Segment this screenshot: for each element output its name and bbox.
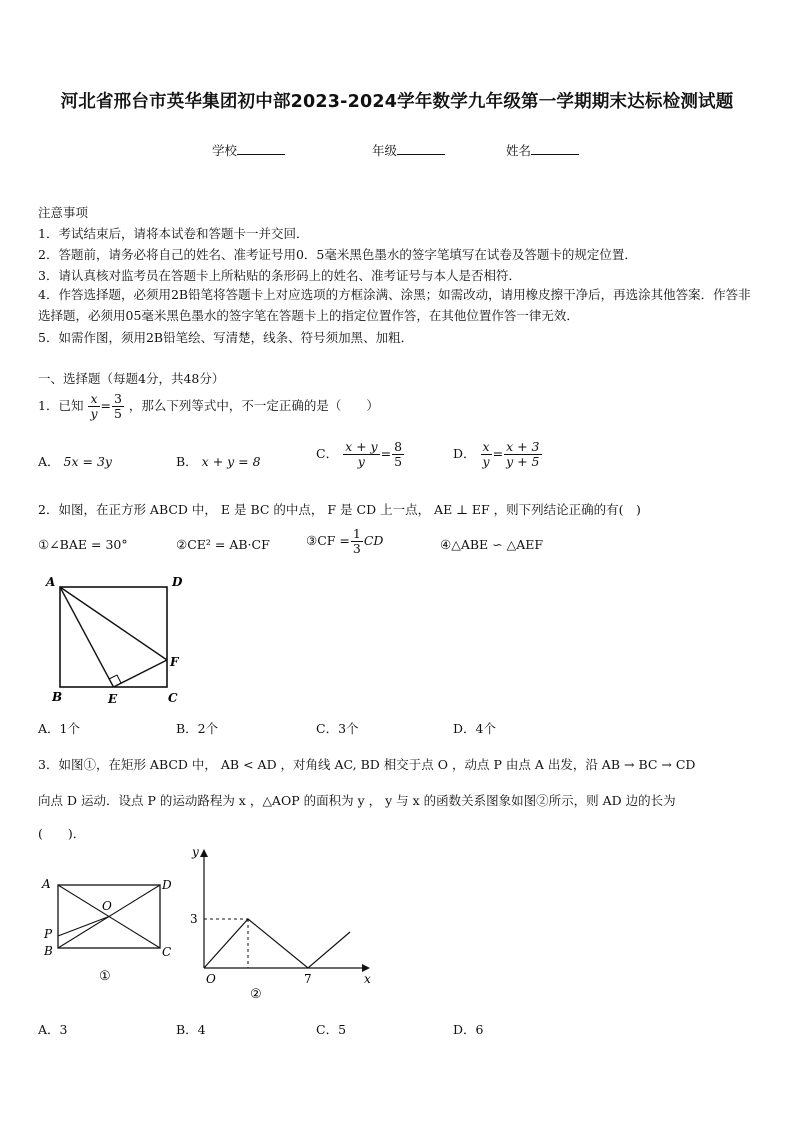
q2-option-a[interactable]: A．1个 bbox=[38, 721, 80, 736]
q2-conclusion-3: ③CF = $\frac{1}{3}$ CD bbox=[306, 526, 384, 556]
label-c: C bbox=[168, 691, 178, 705]
note-item-1: 1．考试结束后，请将本试卷和答题卡一并交回． bbox=[38, 226, 309, 241]
q1-suffix: ，那么下列等式中，不一定正确的是（ ） bbox=[128, 398, 379, 413]
label-d: D bbox=[162, 878, 172, 892]
q1-prefix: 1．已知 bbox=[38, 398, 84, 413]
q2-option-b[interactable]: B．2个 bbox=[176, 721, 219, 736]
x-axis-label: x bbox=[364, 972, 371, 986]
label-a: A bbox=[42, 877, 51, 891]
figure-1-caption: ① bbox=[99, 969, 111, 984]
segment-af bbox=[60, 587, 167, 660]
grade-field[interactable] bbox=[372, 141, 445, 159]
q1-option-a[interactable]: A． 5x = 3y bbox=[38, 454, 112, 469]
function-graph bbox=[204, 919, 350, 968]
y-tick-label: 3 bbox=[190, 912, 198, 926]
q2-option-c[interactable]: C．3个 bbox=[316, 721, 359, 736]
q3-option-b[interactable]: B．4 bbox=[176, 1022, 206, 1037]
q1-option-b-expr: x + y = 8 bbox=[201, 454, 261, 469]
q2-conclusion-2: ②CE² = AB·CF bbox=[176, 537, 270, 552]
section-heading: 一、选择题（每题4分，共48分） bbox=[38, 371, 225, 386]
q1-option-c[interactable]: C． $\frac{x + y}{y}$ = $\frac{8}{5}$ bbox=[316, 439, 403, 469]
q1-condition-rhs: $\frac{3}{5}$ bbox=[113, 391, 122, 421]
grade-blank[interactable] bbox=[397, 142, 445, 155]
notes-heading: 注意事项 bbox=[38, 205, 89, 220]
grade-label: 年级 bbox=[372, 143, 398, 158]
q3-option-d[interactable]: D．6 bbox=[453, 1022, 484, 1037]
label-o: O bbox=[102, 899, 112, 913]
q3-option-c[interactable]: C．5 bbox=[316, 1022, 347, 1037]
origin-label: O bbox=[206, 972, 216, 986]
q1-condition-eq: = bbox=[100, 398, 111, 413]
name-blank[interactable] bbox=[531, 142, 579, 155]
q2-conclusion-1: ①∠BAE = 30° bbox=[38, 537, 128, 552]
page-title: 河北省邢台市英华集团初中部2023-2024学年数学九年级第一学期期末达标检测试题 bbox=[60, 92, 734, 112]
q2-option-d[interactable]: D．4个 bbox=[453, 721, 496, 736]
school-label: 学校 bbox=[212, 143, 238, 158]
label-p: P bbox=[44, 927, 53, 941]
name-field[interactable] bbox=[506, 141, 579, 159]
question-3-line-3: ( )． bbox=[38, 826, 86, 841]
q1-condition-lhs: $\frac{x}{y}$ bbox=[90, 391, 98, 421]
segment-po bbox=[58, 917, 109, 937]
q3-graph-figure bbox=[180, 842, 380, 1007]
note-item-4: 4．作答选择题，必须用2B铅笔将答题卡上对应选项的方框涂满、涂黑；如需改动，请用橡皮擦干净后，再选涂其他答案．作答非选择题，必须用05毫米黑色墨水的签字笔在答题卡上的指定位置作答，在其他位置作答一律无效． bbox=[38, 287, 751, 323]
q2-conclusion-4: ④△ABE ∽ △AEF bbox=[440, 537, 544, 552]
q3-option-a[interactable]: A．3 bbox=[38, 1022, 68, 1037]
question-3-line-2: 向点 D 运动．设点 P 的运动路程为 x ，△AOP 的面积为 y ， y 与 x 的函数关系图象如图②所示，则 AD 边的长为 bbox=[38, 793, 676, 808]
label-d: D bbox=[172, 575, 183, 589]
label-b: B bbox=[52, 690, 63, 704]
note-item-2: 2．答题前，请务必将自己的姓名、准考证号用0．5毫米黑色墨水的签字笔填写在试卷及答题卡的规定位置． bbox=[38, 247, 637, 262]
label-b: B bbox=[44, 944, 53, 958]
label-e: E bbox=[108, 692, 118, 706]
x-tick-label: 7 bbox=[304, 972, 312, 986]
note-item-3: 3．请认真核对监考员在答题卡上所粘贴的条形码上的姓名、准考证号与本人是否相符． bbox=[38, 268, 521, 283]
q2-square-figure bbox=[40, 570, 190, 710]
q1-option-a-expr: 5x = 3y bbox=[63, 454, 112, 469]
school-field[interactable] bbox=[212, 141, 285, 159]
question-2-stem: 2．如图，在正方形 ABCD 中， E 是 BC 的中点， F 是 CD 上一点， AE ⊥ EF ，则下列结论正确的有( ) bbox=[38, 502, 641, 517]
name-label: 姓名 bbox=[506, 143, 532, 158]
school-blank[interactable] bbox=[237, 142, 285, 155]
segment-ef bbox=[114, 660, 168, 687]
label-a: A bbox=[46, 575, 56, 589]
q3-rectangle-figure bbox=[38, 868, 188, 988]
square-abcd bbox=[60, 587, 167, 687]
q1-option-b[interactable]: B． x + y = 8 bbox=[176, 454, 261, 469]
label-f: F bbox=[170, 655, 179, 669]
question-1-stem bbox=[38, 392, 379, 421]
label-c: C bbox=[162, 945, 172, 959]
question-3-line-1: 3．如图①，在矩形 ABCD 中， AB < AD ，对角线 AC, BD 相交于点 O ，动点 P 由点 A 出发，沿 AB → BC → CD bbox=[38, 757, 696, 772]
y-axis-arrow bbox=[200, 849, 208, 857]
q1-option-d[interactable]: D． $\frac{x}{y}$ = $\frac{x + 3}{y + 5}$ bbox=[453, 439, 540, 469]
x-axis-arrow bbox=[362, 964, 370, 972]
segment-ae bbox=[60, 587, 114, 687]
figure-2-caption: ② bbox=[250, 987, 262, 1002]
note-item-5: 5．如需作图，须用2B铅笔绘、写清楚，线条、符号须加黑、加粗． bbox=[38, 330, 414, 345]
y-axis-label: y bbox=[192, 845, 199, 859]
